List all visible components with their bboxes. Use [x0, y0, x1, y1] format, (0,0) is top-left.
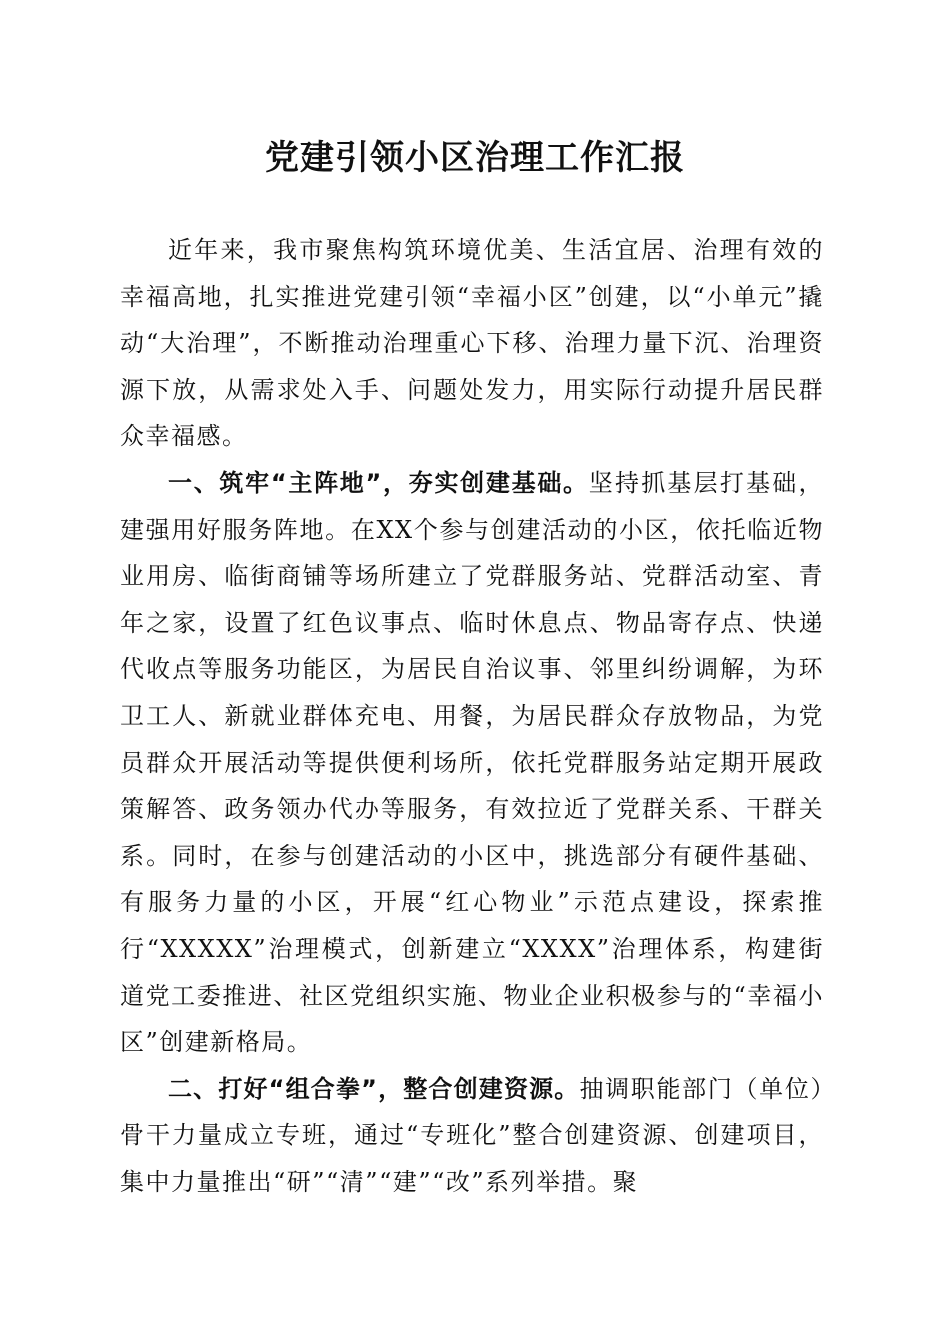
section-heading-1: 一、筑牢“主阵地”，夯实创建基础。 [168, 468, 589, 497]
section-heading-2: 二、打好“组合拳”，整合创建资源。 [168, 1074, 580, 1103]
section-paragraph-2 [120, 1066, 824, 1206]
section-paragraph-1 [120, 460, 824, 1066]
section-text-2: 抽调职能部门（单位）骨干力量成立专班，通过“专班化”整合创建资源、创建项目，集中力量推出“研”“清”“建”“改”系列举措。聚 [120, 1074, 825, 1196]
page-title: 党建引领小区治理工作汇报 [265, 138, 685, 178]
section-text-1: 坚持抓基层打基础，建强用好服务阵地。在XX个参与创建活动的小区，依托临近物业用房、临街商铺等场所建立了党群服务站、党群活动室、青年之家，设置了红色议事点、临时休息点、物品寄存点、快递代收点等服务功能区，为居民自治议事、邻里纠纷调解，为环卫工人、新就业群体充电、用餐，为居民群众存放物品，为党员群众开展活动等提供便利场所，依托党群服务站定期开展政策解答、政务领办代办等服务，有效拉近了党群关系、干群关系。同时，在参与创建活动的小区中，挑选部分有硬件基础、有服务力量的小区，开展“红心物业”示范点建设，探索推行“XXXXX”治理模式，创新建立“XXXX”治理体系，构建街道党工委推进、社区党组织实施、物业企业积极参与的“幸福小区”创建新格局。 [120, 468, 825, 1057]
intro-paragraph: 近年来，我市聚焦构筑环境优美、生活宜居、治理有效的幸福高地，扎实推进党建引领“幸福小区”创建，以“小单元”撬动“大治理”，不断推动治理重心下移、治理力量下沉、治理资源下放，从需求处入手、问题处发力，用实际行动提升居民群众幸福感。 [120, 236, 824, 451]
document-body [120, 227, 824, 1205]
